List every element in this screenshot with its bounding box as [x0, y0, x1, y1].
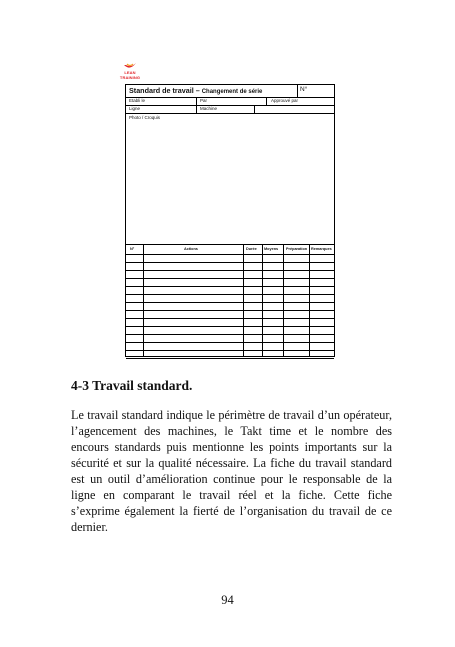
- header-actions: Actions: [184, 246, 198, 251]
- column-line: [283, 244, 284, 356]
- cell-divider: [196, 105, 197, 113]
- table-row: [126, 343, 334, 351]
- section-heading: 4-3 Travail standard.: [71, 378, 193, 393]
- column-line: [143, 244, 144, 356]
- table-row: [126, 319, 334, 327]
- body-paragraph: Le travail standard indique le périmètre de travail d’un opérateur, l’agencement des machines, le Takt time et le nombre des encours standards puis mentionne les points importants sur la sécurité et sur la qualité nécessaire. La fiche du travail standard est un outil d’amélioration continue pour le responsable de la ligne en comparant le travail réel et la fiche. Cette fiche s’exprime également la fierté de l’organisation du travail de ce dernier.: [71, 408, 392, 534]
- cell-divider: [266, 97, 267, 105]
- form-row-line: [126, 105, 334, 114]
- cell-divider: [254, 105, 255, 113]
- actions-table: [126, 244, 334, 359]
- column-line: [262, 244, 263, 356]
- field-ligne: Ligne: [129, 105, 141, 111]
- form-title: [129, 86, 262, 95]
- actions-table-header: [126, 244, 334, 255]
- header-duree: Durée: [246, 246, 257, 251]
- table-row: [126, 295, 334, 303]
- header-remarques: Remarques: [311, 246, 332, 251]
- table-row: [126, 311, 334, 319]
- logo-text-line2: TRAINING: [119, 74, 141, 80]
- form-number-label: N°: [300, 86, 308, 93]
- table-row: [126, 351, 334, 359]
- actions-table-body: [126, 255, 334, 359]
- field-etabli-le: Etabli le: [129, 97, 146, 103]
- header-moyens: Moyens: [264, 246, 279, 251]
- table-row: [126, 271, 334, 279]
- field-approuve-par: Approuvé par: [271, 97, 299, 103]
- standard-work-form: [125, 84, 335, 357]
- column-line: [243, 244, 244, 356]
- header-preparation: Préparation: [286, 246, 308, 251]
- table-row: [126, 327, 334, 335]
- logo-text-line1: LEAN: [124, 70, 136, 75]
- form-title-sub: Changement de série: [201, 89, 263, 95]
- cell-divider: [196, 97, 197, 105]
- page-number: 94: [221, 593, 234, 607]
- table-row: [126, 303, 334, 311]
- form-title-main: Standard de travail –: [129, 86, 200, 95]
- table-row: [126, 255, 334, 263]
- table-row: [126, 287, 334, 295]
- logo-text: [117, 71, 143, 80]
- header-number: N°: [130, 246, 135, 251]
- column-line: [309, 244, 310, 356]
- table-row: [126, 279, 334, 287]
- title-divider: [297, 85, 298, 97]
- photo-sketch-label: Photo / Croquis: [129, 115, 161, 120]
- field-par: Par: [200, 97, 208, 103]
- table-row: [126, 335, 334, 343]
- field-machine: Machine: [200, 105, 218, 111]
- table-row: [126, 263, 334, 271]
- lean-training-logo: [117, 63, 143, 83]
